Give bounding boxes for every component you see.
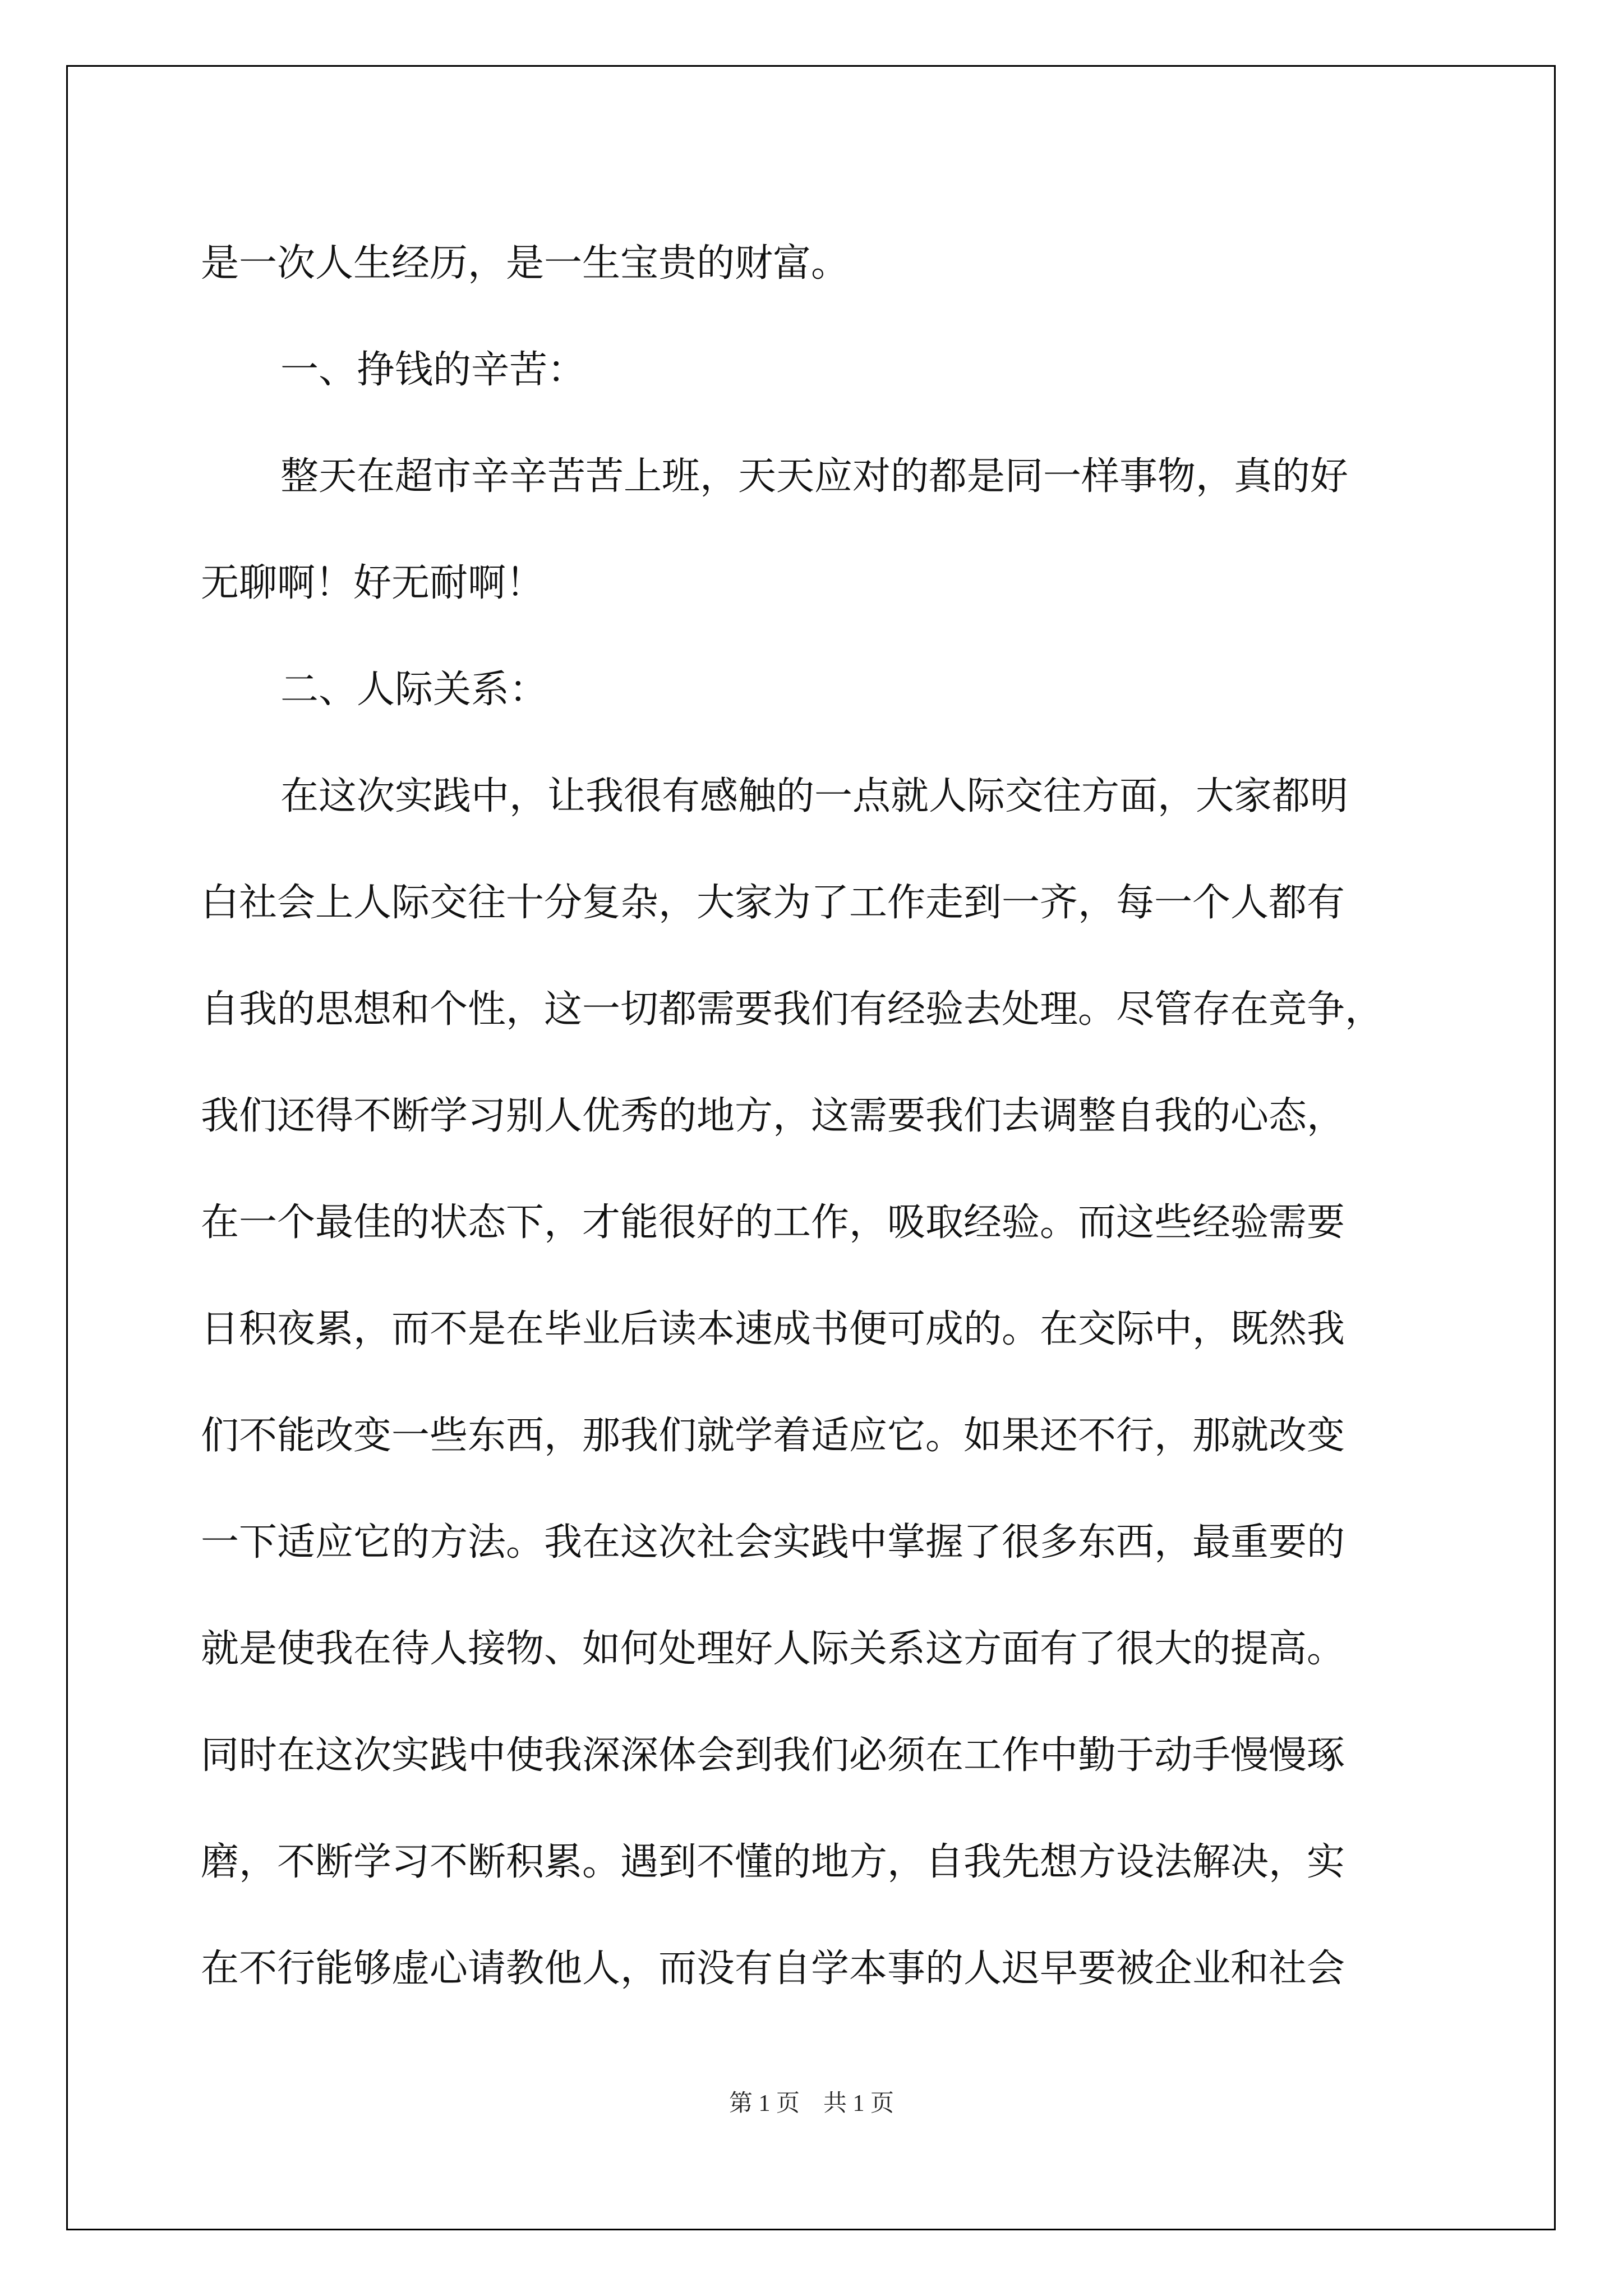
text-line: 磨，不断学习不断积累。遇到不懂的地方，自我先想方设法解决，实 — [201, 1840, 1345, 1884]
text-line: 在这次实践中，让我很有感触的一点就人际交往方面，大家都明 — [280, 774, 1349, 818]
text-line: 们不能改变一些东西，那我们就学着适应它。如果还不行，那就改变 — [201, 1414, 1345, 1458]
text-line: 白社会上人际交往十分复杂，大家为了工作走到一齐，每一个人都有 — [201, 881, 1345, 925]
text-line: 就是使我在待人接物、如何处理好人际关系这方面有了很大的提高。 — [201, 1627, 1345, 1671]
text-line: 在不行能够虚心请教他人，而没有自学本事的人迟早要被企业和社会 — [201, 1947, 1345, 1991]
text-line: 同时在这次实践中使我深深体会到我们必须在工作中勤于动手慢慢琢 — [201, 1733, 1345, 1778]
page-number: 第 1 页 共 1 页 — [728, 2091, 894, 2116]
text-line: 是一次人生经历，是一生宝贵的财富。 — [201, 241, 850, 286]
section-heading: 一、挣钱的辛苦： — [280, 348, 586, 392]
text-line: 在一个最佳的状态下，才能很好的工作，吸取经验。而这些经验需要 — [201, 1200, 1345, 1245]
section-heading: 二、人际关系： — [280, 668, 548, 712]
text-line: 我们还得不断学习别人优秀的地方，这需要我们去调整自我的心态， — [201, 1094, 1345, 1138]
text-line: 自我的思想和个性，这一切都需要我们有经验去处理。尽管存在竞争， — [201, 987, 1384, 1032]
text-line: 一下适应它的方法。我在这次社会实践中掌握了很多东西，最重要的 — [201, 1520, 1345, 1565]
text-line: 无聊啊！好无耐啊！ — [201, 561, 545, 605]
document-body — [201, 210, 1423, 2022]
text-line: 整天在超市辛辛苦苦上班，天天应对的都是同一样事物，真的好 — [280, 454, 1349, 499]
text-line: 日积夜累，而不是在毕业后读本速成书便可成的。在交际中，既然我 — [201, 1307, 1345, 1351]
